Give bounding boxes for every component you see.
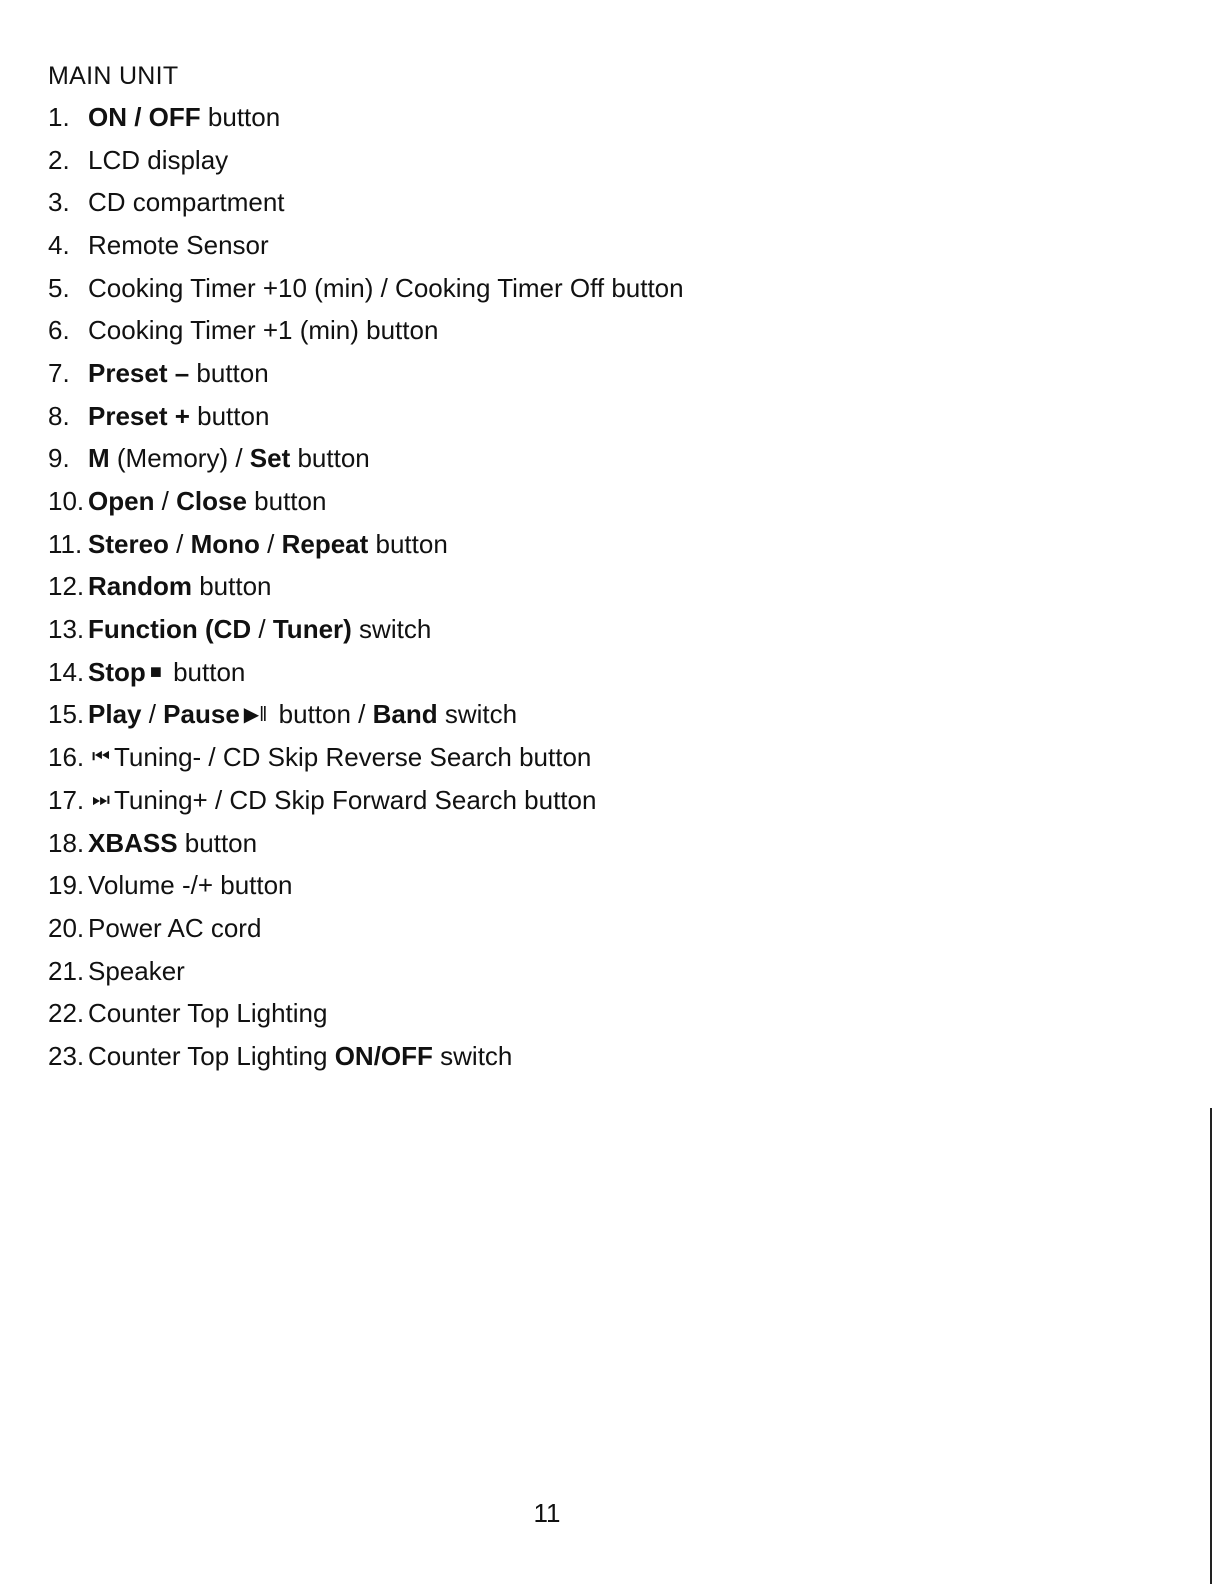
item-label: / bbox=[141, 699, 164, 730]
item-number: 6. bbox=[48, 315, 70, 346]
item-number: 4. bbox=[48, 229, 70, 260]
item-label-bold: Stereo bbox=[88, 528, 169, 559]
item-number: 23. bbox=[48, 1040, 85, 1071]
item-label: CD compartment bbox=[88, 187, 285, 218]
item-number: 12. bbox=[48, 571, 85, 602]
list-item bbox=[48, 352, 684, 395]
item-label-bold: Random bbox=[88, 571, 192, 602]
item-label-bold: ON/OFF bbox=[334, 1040, 433, 1071]
item-label: Speaker bbox=[88, 955, 185, 986]
item-number: 7. bbox=[48, 357, 70, 388]
list-item bbox=[48, 181, 684, 224]
item-label: button bbox=[368, 528, 448, 559]
item-label: button bbox=[165, 656, 246, 687]
item-label: button bbox=[200, 101, 281, 132]
list-item bbox=[48, 864, 684, 907]
list-item bbox=[48, 779, 684, 822]
item-label: / bbox=[259, 528, 282, 559]
page-number: 11 bbox=[533, 1498, 561, 1528]
list-item bbox=[48, 907, 684, 950]
item-number: 18. bbox=[48, 827, 85, 858]
item-label: Cooking Timer +10 (min) / Cooking Timer Off button bbox=[88, 272, 684, 303]
item-label-bold: Repeat bbox=[281, 528, 369, 559]
parts-list bbox=[48, 96, 684, 1078]
item-number: 13. bbox=[48, 614, 85, 645]
item-number: 15. bbox=[48, 699, 85, 730]
item-label-bold: M bbox=[88, 443, 110, 474]
item-label: / bbox=[168, 528, 191, 559]
item-label-bold: Preset – bbox=[88, 357, 190, 388]
item-label: LCD display bbox=[88, 144, 229, 175]
list-item bbox=[48, 395, 684, 438]
item-label: switch bbox=[432, 1040, 513, 1071]
item-number: 10. bbox=[48, 486, 85, 517]
item-number: 20. bbox=[48, 912, 85, 943]
item-label: switch bbox=[351, 614, 432, 645]
item-label: switch bbox=[437, 699, 518, 730]
list-item bbox=[48, 950, 684, 993]
item-number: 21. bbox=[48, 955, 85, 986]
item-number: 1. bbox=[48, 101, 70, 132]
list-item bbox=[48, 480, 684, 523]
list-item bbox=[48, 992, 684, 1035]
item-label-bold: Pause bbox=[163, 699, 240, 730]
list-item bbox=[48, 438, 684, 481]
item-label: button bbox=[246, 486, 327, 517]
item-label-bold: Preset + bbox=[88, 400, 190, 431]
list-item bbox=[48, 96, 684, 139]
list-item bbox=[48, 608, 684, 651]
list-item bbox=[48, 309, 684, 352]
item-label: Volume -/+ button bbox=[88, 870, 293, 901]
item-label-bold: ON / OFF bbox=[88, 101, 201, 132]
item-number: 5. bbox=[48, 272, 70, 303]
item-number: 19. bbox=[48, 870, 85, 901]
item-label: Counter Top Lighting bbox=[88, 1040, 335, 1071]
item-label: button bbox=[189, 357, 269, 388]
list-item bbox=[48, 736, 684, 779]
section-heading: MAIN UNIT bbox=[48, 62, 179, 90]
item-label: button / bbox=[271, 699, 373, 730]
list-item bbox=[48, 224, 684, 267]
list-item bbox=[48, 694, 684, 737]
skip-reverse-icon: ⏮ bbox=[92, 746, 110, 769]
skip-forward-icon: ⏭ bbox=[92, 788, 110, 811]
item-label: Cooking Timer +1 (min) button bbox=[88, 315, 439, 346]
item-label: Counter Top Lighting bbox=[88, 998, 328, 1029]
item-number: 11. bbox=[48, 528, 83, 559]
item-label-bold: Mono bbox=[190, 528, 260, 559]
list-item bbox=[48, 1035, 684, 1078]
item-number: 3. bbox=[48, 187, 70, 218]
item-label-bold: Function (CD bbox=[88, 614, 252, 645]
item-label: Remote Sensor bbox=[88, 229, 269, 260]
item-label-bold: Band bbox=[372, 699, 438, 730]
item-number: 16. bbox=[48, 742, 85, 773]
item-label-bold: Set bbox=[249, 443, 291, 474]
list-item bbox=[48, 139, 684, 182]
item-number: 14. bbox=[48, 656, 85, 687]
item-label: Tuning- / CD Skip Reverse Search button bbox=[114, 742, 592, 773]
item-number: 17. bbox=[48, 784, 85, 815]
play-pause-icon: ▶‖ bbox=[243, 704, 268, 727]
item-label: button bbox=[189, 400, 270, 431]
list-item bbox=[48, 267, 684, 310]
item-label-bold: Stop bbox=[88, 656, 146, 687]
item-label-bold: Play bbox=[88, 699, 142, 730]
item-label: button bbox=[192, 571, 272, 602]
stop-icon: ■ bbox=[149, 660, 162, 683]
item-label: / bbox=[251, 614, 273, 645]
item-label: / bbox=[154, 486, 177, 517]
page-edge-rule bbox=[1210, 1108, 1212, 1584]
item-label-bold: XBASS bbox=[88, 827, 178, 858]
list-item bbox=[48, 523, 684, 566]
item-number: 22. bbox=[48, 998, 85, 1029]
item-number: 2. bbox=[48, 144, 70, 175]
item-label-bold: Tuner) bbox=[272, 614, 352, 645]
item-label: button bbox=[290, 443, 370, 474]
item-number: 9. bbox=[48, 443, 70, 474]
list-item bbox=[48, 566, 684, 609]
item-label: button bbox=[177, 827, 258, 858]
list-item bbox=[48, 651, 684, 694]
item-label: Power AC cord bbox=[88, 912, 262, 943]
item-label-bold: Close bbox=[176, 486, 247, 517]
item-label: (Memory) / bbox=[109, 443, 250, 474]
item-number: 8. bbox=[48, 400, 70, 431]
list-item bbox=[48, 822, 684, 865]
item-label-bold: Open bbox=[88, 486, 155, 517]
item-label: Tuning+ / CD Skip Forward Search button bbox=[114, 784, 597, 815]
